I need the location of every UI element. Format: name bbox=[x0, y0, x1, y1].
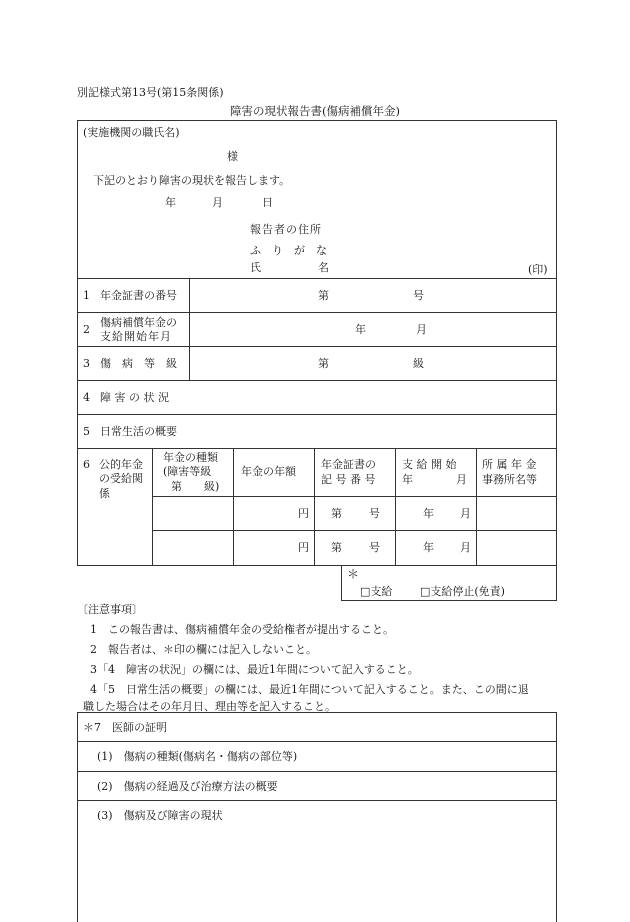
note-2: 2 報告者は、＊印の欄には記入しないこと。 bbox=[90, 643, 317, 656]
date-year: 年 bbox=[165, 196, 176, 209]
row6-num: 6 bbox=[83, 458, 90, 471]
form-number: 別記様式第13号(第15条関係) bbox=[77, 86, 224, 99]
col-type-2: (障害等級 bbox=[163, 465, 212, 478]
rowA-go: 号 bbox=[369, 507, 380, 520]
date-day: 日 bbox=[262, 196, 273, 209]
date-month: 月 bbox=[212, 196, 223, 209]
row4-num: 4 bbox=[83, 391, 90, 404]
rowA-tsuki: 月 bbox=[460, 507, 471, 520]
col-type-3: 第 級) bbox=[171, 480, 220, 493]
doctor-heading: ＊7 医師の証明 bbox=[83, 721, 167, 734]
row6-label-2: の受給関 bbox=[99, 472, 143, 485]
rowA-dai: 第 bbox=[331, 507, 342, 520]
row2-num: 2 bbox=[83, 323, 90, 336]
reporter-address-label: 報告者の住所 bbox=[250, 223, 322, 236]
col-start-1: 支 給 開 始 bbox=[402, 458, 457, 471]
note-3: 3「4 障害の状況」の欄には、最近1年間について記入すること。 bbox=[90, 663, 419, 676]
rowB-nen: 年 bbox=[423, 541, 434, 554]
col-amount: 年金の年額 bbox=[241, 465, 296, 478]
col-office-2: 事務所名等 bbox=[482, 473, 537, 486]
row6-label-3: 係 bbox=[99, 487, 110, 500]
row3-dai: 第 bbox=[318, 357, 329, 370]
row2-label-1: 傷病補償年金の bbox=[100, 316, 177, 329]
rowB-tsuki: 月 bbox=[460, 541, 471, 554]
col-office-1: 所 属 年 金 bbox=[482, 458, 537, 471]
doctor-item-3: (3) 傷病及び障害の現状 bbox=[97, 809, 223, 822]
row3-label: 傷 病 等 級 bbox=[100, 357, 177, 370]
row2-nen: 年 bbox=[355, 323, 366, 336]
row2-tsuki: 月 bbox=[416, 323, 427, 336]
rowA-nen: 年 bbox=[423, 507, 434, 520]
row2-label-2: 支給開始年月 bbox=[100, 330, 172, 343]
rowB-go: 号 bbox=[369, 541, 380, 554]
row1-label: 年金証書の番号 bbox=[100, 289, 177, 302]
statement-text: 下記のとおり障害の現状を報告します。 bbox=[93, 174, 291, 187]
row6-label-1: 公的年金 bbox=[99, 458, 143, 471]
col-start-2b: 月 bbox=[456, 473, 467, 486]
row3-kyu: 級 bbox=[413, 357, 424, 370]
doctor-item-2: (2) 傷病の経過及び治療方法の概要 bbox=[97, 780, 278, 793]
row1-dai: 第 bbox=[318, 289, 329, 302]
note-1: 1 この報告書は、傷病補償年金の受給権者が提出すること。 bbox=[90, 623, 394, 636]
row3-num: 3 bbox=[83, 357, 90, 370]
row1-go: 号 bbox=[413, 289, 424, 302]
doctor-item-1: (1) 傷病の種類(傷病名・傷病の部位等) bbox=[97, 750, 298, 763]
addressee-label: (実施機関の職氏名) bbox=[83, 126, 180, 139]
note-4-cont: 職した場合はその年月日、理由等を記入すること。 bbox=[83, 700, 336, 713]
rowA-yen: 円 bbox=[298, 507, 309, 520]
office-asterisk: ＊ bbox=[347, 567, 360, 581]
rowB-dai: 第 bbox=[331, 541, 342, 554]
col-cert-2: 記 号 番 号 bbox=[321, 473, 376, 486]
furigana-label: ふ り が な bbox=[250, 244, 327, 257]
sama-label: 様 bbox=[227, 150, 238, 163]
seal-mark: (印) bbox=[528, 263, 548, 276]
rowB-yen: 円 bbox=[298, 541, 309, 554]
col-cert-1: 年金証書の bbox=[321, 458, 376, 471]
note-4: 4「5 日常生活の概要」の欄には、最近1年間について記入すること。また、この間に退 bbox=[90, 683, 529, 696]
checkbox-payment-suspension[interactable]: □支給停止(免責) bbox=[420, 585, 505, 598]
row1-num: 1 bbox=[83, 289, 90, 302]
row5-label: 日常生活の概要 bbox=[100, 425, 177, 438]
name-label-1: 氏 bbox=[250, 261, 261, 274]
name-label-2: 名 bbox=[318, 261, 329, 274]
col-type-1: 年金の種類 bbox=[163, 451, 218, 464]
row4-label: 障 害 の 状 況 bbox=[100, 391, 169, 404]
row5-num: 5 bbox=[83, 425, 90, 438]
form-title: 障害の現状報告書(傷病補償年金) bbox=[230, 104, 400, 118]
notes-heading: 〔注意事項〕 bbox=[77, 603, 143, 616]
col-start-2a: 年 bbox=[402, 473, 413, 486]
checkbox-payment[interactable]: □支給 bbox=[360, 585, 393, 598]
